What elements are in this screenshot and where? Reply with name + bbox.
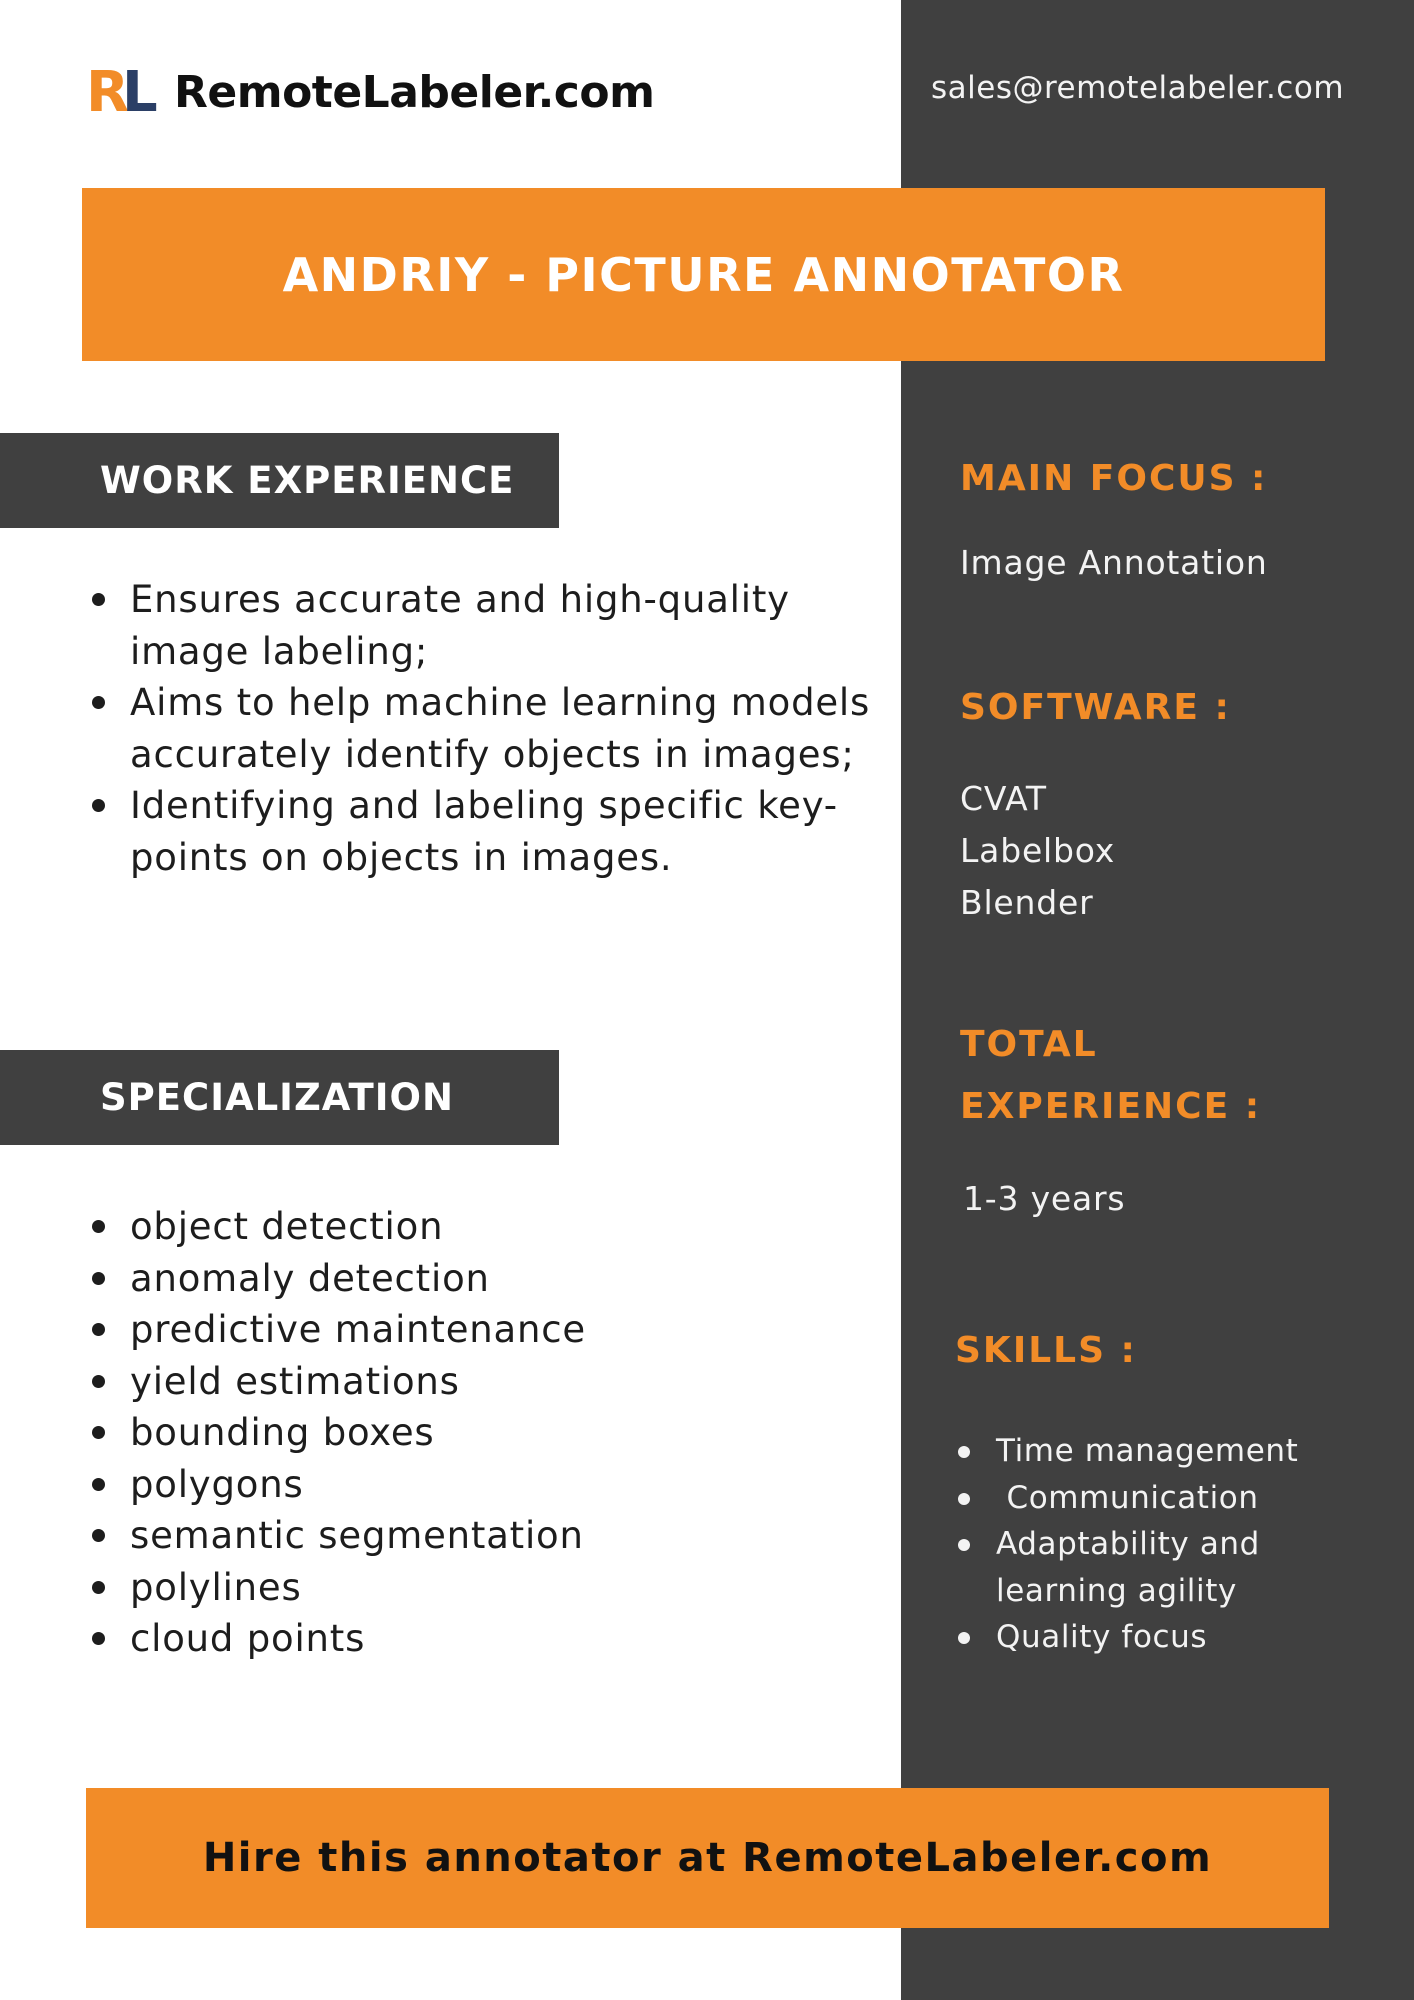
software-item: CVAT [960,779,1047,818]
list-item: bounding boxes [92,1407,792,1459]
list-item: yield estimations [92,1356,792,1408]
contact-email: sales@remotelabeler.com [931,70,1345,106]
software-item: Labelbox [960,831,1116,870]
logo-mark-icon [86,60,162,125]
list-item: cloud points [92,1613,792,1665]
total-experience-value: 1-3 years [963,1179,1126,1218]
skills-list [956,1428,1396,1661]
specialization-heading: SPECIALIZATION [100,1076,454,1119]
logo-text: RemoteLabeler.com [174,66,655,118]
list-item: polylines [92,1562,792,1614]
list-item: Identifying and labeling specific key-points on objects in images. [92,780,872,883]
skills-heading: SKILLS : [955,1330,1137,1371]
work-experience-heading: WORK EXPERIENCE [100,459,515,502]
work-experience-list [92,574,872,883]
list-item: object detection [92,1201,792,1253]
title-banner [82,188,1325,361]
logo-mark-l: L [122,60,158,125]
list-item: semantic segmentation [92,1510,792,1562]
brand-logo [86,60,655,125]
total-experience-heading-line2: EXPERIENCE : [960,1086,1262,1127]
list-item: Aims to help machine learning models accurately identify objects in images; [92,677,872,780]
list-item: Adaptability and learning agility [956,1521,1316,1614]
list-item: Ensures accurate and high-quality image labeling; [92,574,872,677]
total-experience-heading-line1: TOTAL [960,1024,1098,1065]
hire-cta-text: Hire this annotator at RemoteLabeler.com [202,1835,1213,1881]
list-item: anomaly detection [92,1253,792,1305]
list-item: predictive maintenance [92,1304,792,1356]
list-item: Time management [956,1428,1396,1475]
list-item: Communication [956,1475,1396,1522]
specialization-list [92,1201,792,1665]
software-heading: SOFTWARE : [960,687,1231,728]
software-item: Blender [960,883,1094,922]
list-item: Quality focus [956,1614,1396,1661]
list-item: polygons [92,1459,792,1511]
work-experience-header [0,433,559,528]
page-title: ANDRIY - PICTURE ANNOTATOR [282,247,1125,302]
total-experience-heading [960,1014,1261,1138]
hire-cta-banner[interactable] [86,1788,1329,1928]
main-focus-heading: MAIN FOCUS : [960,458,1268,499]
software-list [960,773,1115,929]
specialization-header [0,1050,559,1145]
logo-mark-r: R [86,60,124,125]
main-focus-value: Image Annotation [960,543,1268,582]
